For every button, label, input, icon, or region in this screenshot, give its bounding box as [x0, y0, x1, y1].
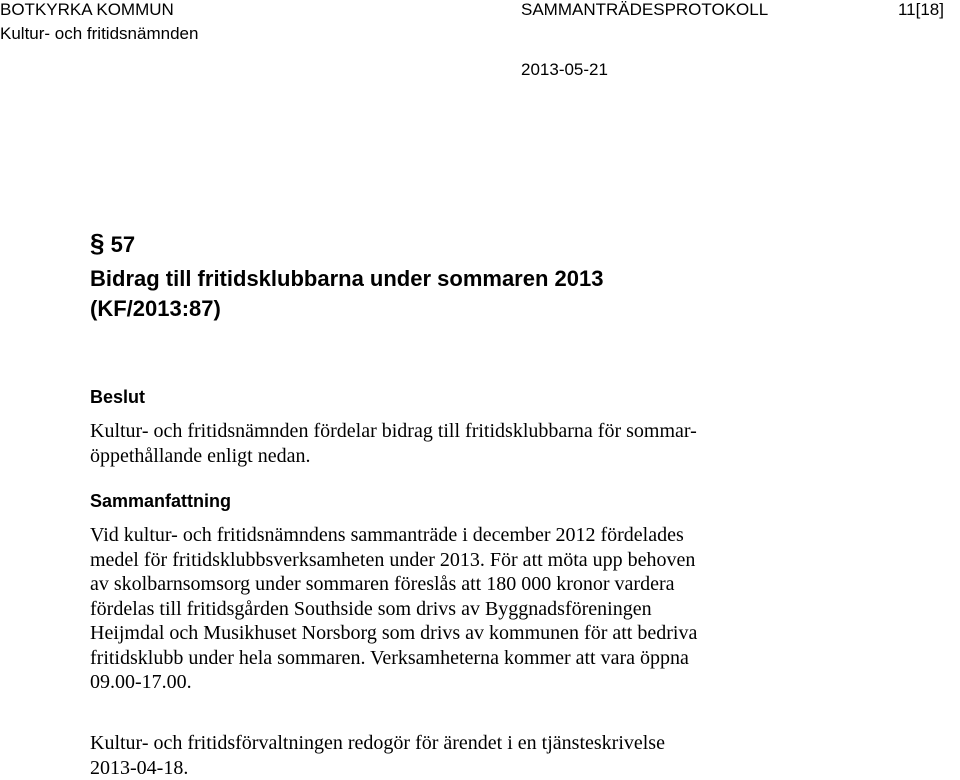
section-sign-icon: §	[90, 228, 105, 258]
department-name: Kultur- och fritidsnämnden	[0, 24, 199, 43]
section-heading	[90, 226, 135, 262]
decision-heading: Beslut	[90, 387, 146, 407]
summary-heading: Sammanfattning	[90, 491, 232, 511]
summary-text: Vid kultur- och fritidsnämndens sammanträde i december 2012 fördelades medel för fritidsklubbsverksamheten under 2013. För att möta upp behoven av skolbarnsomsorg under sommaren föreslås att 180 000 kronor vardera fördelas till fritidsgården Southside som drivs av Byggnadsföreningen Heijmdal och Musikhuset Norsborg som drivs av kommunen för att bedriva fritidsklubb under hela sommaren. Verksamheterna kommer att vara öppna 09.00-17.00.	[90, 524, 698, 693]
section-title: Bidrag till fritidsklubbarna under sommaren 2013 (KF/2013:87)	[90, 266, 604, 321]
section-number: 57	[110, 232, 136, 257]
meeting-date: 2013-05-21	[521, 60, 608, 79]
document-type: SAMMANTRÄDESPROTOKOLL	[521, 0, 769, 19]
organization-name: BOTKYRKA KOMMUN	[0, 0, 174, 19]
closing-paragraph: Kultur- och fritidsförvaltningen redogör för ärendet i en tjänsteskrivelse 2013-04-18.	[90, 732, 665, 779]
decision-text: Kultur- och fritidsnämnden fördelar bidrag till fritidsklubbarna för sommar- öppethållande enligt nedan.	[90, 420, 697, 467]
page-number: 11[18]	[897, 0, 944, 19]
